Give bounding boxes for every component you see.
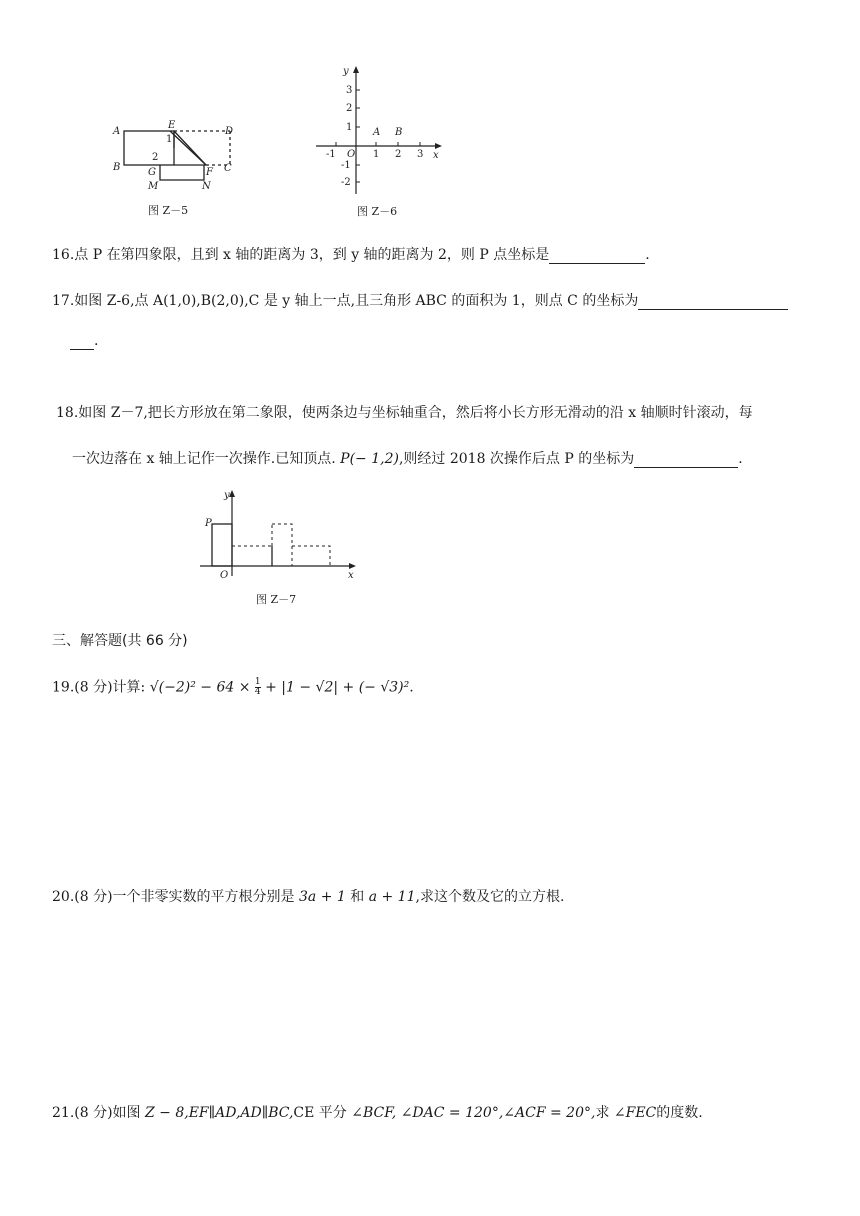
question-19-end: .	[409, 679, 414, 696]
fig5-label-E: E	[168, 120, 176, 131]
figure-z5	[108, 118, 248, 223]
figure-z6	[312, 62, 447, 222]
fig5-label-B: B	[113, 162, 121, 173]
question-18-text-1: 18.如图 Z－7,把长方形放在第二象限，使两条边与坐标轴重合，然后将小长方形无滑动的沿 x 轴顺时针滚动，每	[56, 405, 753, 421]
fig5-label-A: A	[113, 126, 121, 137]
question-19	[52, 678, 414, 697]
fig6-xtick: 2	[395, 149, 402, 160]
question-16-text: 16.点 P 在第四象限，且到 x 轴的距离为 3，到 y 轴的距离为 2，则 P 点坐标是	[52, 247, 550, 263]
fig6-ytick: 1	[346, 122, 353, 133]
question-18-line1	[56, 404, 753, 422]
question-20-expr-1: 3a + 1	[299, 889, 346, 905]
question-20-suffix: ,求这个数及它的立方根.	[415, 889, 565, 905]
question-21-prefix: 21.(8 分)如图	[52, 1105, 141, 1121]
question-17	[52, 292, 788, 310]
fig5-angle-2: 2	[152, 152, 159, 163]
question-19-expr-a: √(−2)² − 64 ×	[149, 679, 251, 696]
fig5-label-N: N	[202, 181, 211, 192]
figure-z7	[196, 486, 366, 608]
question-16	[52, 246, 650, 264]
section-heading: 三、解答题(共 66 分)	[52, 633, 188, 649]
question-17-continued	[70, 332, 98, 350]
answer-blank[interactable]	[549, 249, 645, 264]
question-21-figure: Z − 8,EF∥AD,AD∥BC,	[145, 1105, 294, 1121]
question-18-line2	[72, 450, 743, 468]
question-21	[52, 1104, 703, 1122]
fig5-label-D: D	[225, 126, 234, 137]
fig5-label-F: F	[206, 167, 213, 178]
question-21-mid: CE 平分	[293, 1105, 347, 1121]
fig6-xtick: -1	[326, 149, 336, 160]
fig7-caption: 图 Z－7	[256, 593, 297, 606]
fig6-origin: O	[347, 149, 356, 160]
fig7-axis-x: x	[348, 570, 354, 581]
question-20-mid: 和	[350, 889, 365, 905]
question-21-expr-1: ∠BCF, ∠DAC = 120°,∠ACF = 20°,	[351, 1105, 596, 1121]
fig5-angle-1: 1	[166, 134, 173, 145]
question-19-prefix: 19.(8 分)计算:	[52, 679, 146, 696]
question-20-prefix: 20.(8 分)一个非零实数的平方根分别是	[52, 889, 295, 905]
question-19-expr-b: + |1 − √2| + (− √3)²	[265, 679, 410, 696]
question-18-text-2a: 一次边落在 x 轴上记作一次操作.已知顶点.	[72, 451, 336, 467]
fig5-label-M: M	[148, 181, 159, 192]
fig6-axis-x: x	[433, 150, 439, 161]
answer-blank[interactable]	[638, 295, 788, 310]
answer-blank[interactable]	[70, 335, 94, 350]
question-18-point: P(− 1,2)	[340, 451, 399, 467]
question-17-text: 17.如图 Z-6,点 A(1,0),B(2,0),C 是 y 轴上一点,且三角形 ABC 的面积为 1，则点 C 的坐标为	[52, 293, 639, 309]
fig5-label-G: G	[148, 167, 156, 178]
question-21-expr-2: ∠FEC	[613, 1105, 657, 1121]
fig6-point-A: A	[373, 127, 381, 138]
fig6-caption: 图 Z－6	[357, 205, 398, 218]
fig5-caption: 图 Z－5	[148, 204, 189, 217]
fig6-ytick: -1	[341, 160, 351, 171]
question-21-mid2: 求	[595, 1105, 610, 1121]
question-18-text-2b: ,则经过 2018 次操作后点 P 的坐标为	[398, 451, 635, 467]
fraction-denominator: 4	[254, 687, 261, 697]
fig5-label-C: C	[224, 163, 232, 174]
fig6-xtick: 3	[417, 149, 424, 160]
question-20	[52, 888, 564, 906]
fig6-xtick: 1	[373, 149, 380, 160]
question-18-end: .	[738, 451, 743, 467]
fig6-ytick: 3	[346, 85, 353, 96]
fig6-ytick: -2	[341, 177, 351, 188]
fig6-axis-y: y	[343, 66, 349, 77]
fig6-point-B: B	[395, 127, 403, 138]
question-16-end: .	[645, 247, 650, 263]
fig7-origin: O	[220, 570, 229, 581]
question-21-suffix: 的度数.	[656, 1105, 703, 1121]
fig6-ytick: 2	[346, 103, 353, 114]
question-20-expr-2: a + 11	[368, 889, 416, 905]
question-17-end: .	[94, 333, 99, 349]
fig7-axis-y: y	[224, 490, 230, 501]
fig7-point-P: P	[205, 518, 212, 529]
answer-blank[interactable]	[634, 453, 738, 468]
fraction-numerator: 1	[254, 677, 261, 687]
